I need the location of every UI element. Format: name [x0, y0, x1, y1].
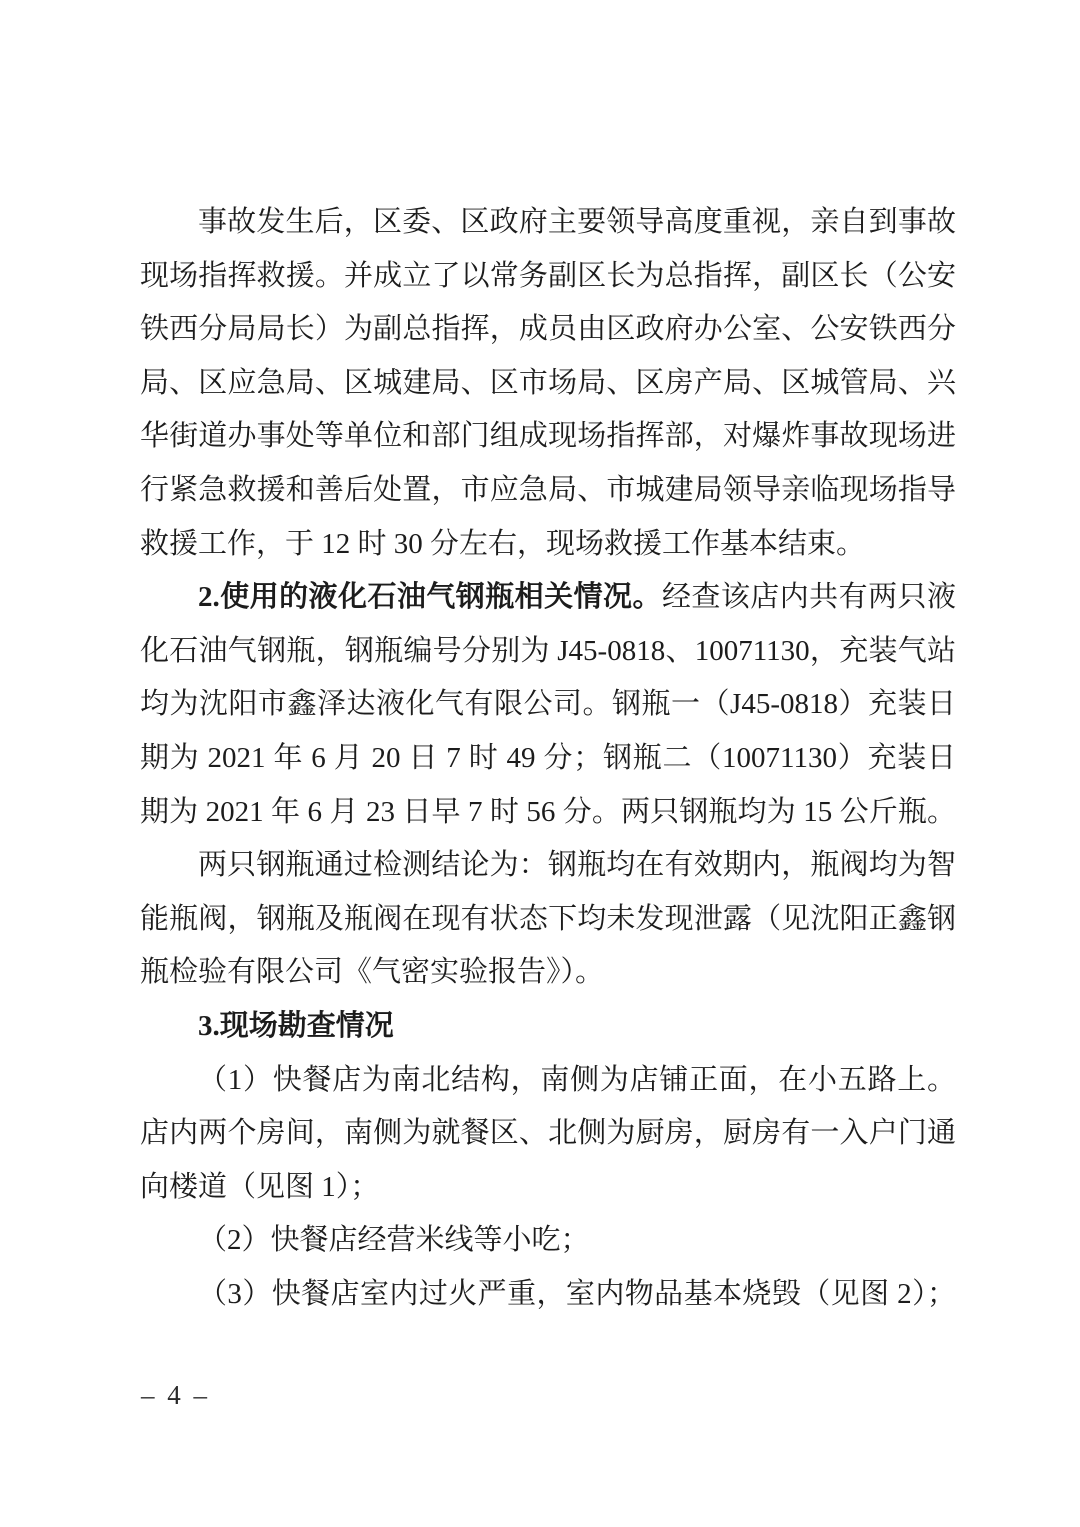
text-segment: 店内两个房间，南侧为就餐区、北侧为厨房，厨房有一入户门通 [140, 1117, 956, 1150]
text-segment: 化石油气钢瓶，钢瓶编号分别为 J45-0818、10071130，充装气站 [140, 634, 956, 667]
text-line [140, 1268, 956, 1322]
text-line [140, 410, 956, 464]
text-line [140, 786, 956, 840]
page-number: – 4 – [141, 1380, 210, 1410]
document-body [140, 196, 956, 1321]
text-segment: 华街道办事处等单位和部门组成现场指挥部，对爆炸事故现场进 [140, 420, 956, 453]
text-segment: 局、区应急局、区城建局、区市场局、区房产局、区城管局、兴 [140, 366, 956, 399]
text-line [140, 1161, 956, 1215]
text-segment: 期为 2021 年 6 月 23 日早 7 时 56 分。两只钢瓶均为 15 公斤瓶。 [140, 795, 956, 828]
text-segment: 瓶检验有限公司《气密实验报告》）。 [140, 956, 605, 989]
text-segment: 行紧急救援和善后处置，市应急局、市城建局领导亲临现场指导 [140, 473, 956, 506]
text-line [140, 732, 956, 786]
text-line [140, 625, 956, 679]
text-line [140, 893, 956, 947]
text-line [140, 1054, 956, 1108]
text-line [140, 678, 956, 732]
text-segment: 两只钢瓶通过检测结论为：钢瓶均在有效期内，瓶阀均为智 [198, 849, 956, 882]
text-segment: （3）快餐店室内过火严重，室内物品基本烧毁（见图 2）； [198, 1277, 956, 1310]
text-line [140, 946, 956, 1000]
heading-segment: 2.使用的液化石油气钢瓶相关情况。 [198, 581, 662, 614]
text-line [140, 839, 956, 893]
heading-segment: 3.现场勘查情况 [198, 1009, 394, 1042]
text-segment: 经查该店内共有两只液 [661, 581, 956, 614]
text-segment: 事故发生后，区委、区政府主要领导高度重视，亲自到事故 [198, 206, 956, 238]
text-segment: （1）快餐店为南北结构，南侧为店铺正面，在小五路上。 [198, 1063, 956, 1096]
text-segment: 救援工作，于 12 时 30 分左右，现场救援工作基本结束。 [140, 527, 866, 560]
text-segment: 铁西分局局长）为副总指挥，成员由区政府办公室、公安铁西分 [140, 313, 956, 346]
text-line [140, 464, 956, 518]
text-segment: 现场指挥救援。并成立了以常务副区长为总指挥，副区长（公安 [140, 259, 956, 292]
text-line [140, 571, 956, 625]
text-line [140, 1107, 956, 1161]
text-segment: 期为 2021 年 6 月 20 日 7 时 49 分；钢瓶二（10071130）充装日 [140, 741, 956, 774]
text-line [140, 303, 956, 357]
text-line [140, 1000, 956, 1054]
text-segment: 能瓶阀，钢瓶及瓶阀在现有状态下均未发现泄露（见沈阳正鑫钢 [140, 902, 956, 935]
text-segment: 均为沈阳市鑫泽达液化气有限公司。钢瓶一（J45-0818）充装日 [140, 688, 956, 721]
text-line [140, 196, 956, 250]
text-line [140, 1214, 956, 1268]
text-segment: 向楼道（见图 1）； [140, 1170, 380, 1203]
text-line [140, 357, 956, 411]
text-segment: （2）快餐店经营米线等小吃； [198, 1224, 590, 1257]
text-line [140, 250, 956, 304]
text-line [140, 518, 956, 572]
